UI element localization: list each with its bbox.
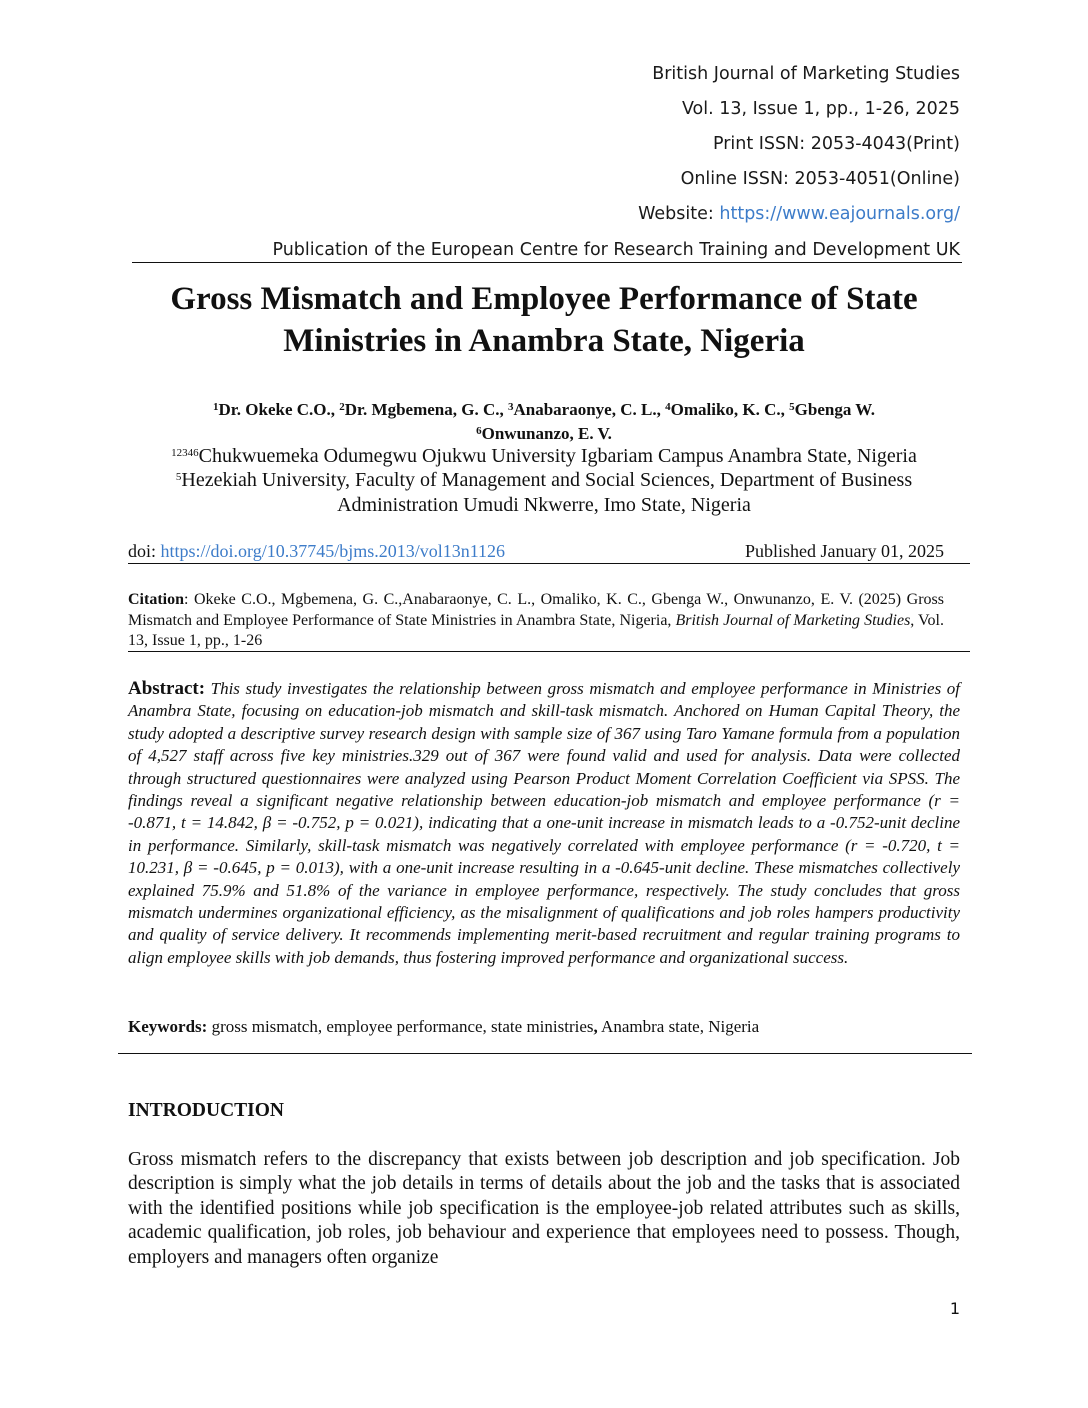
author-name: Gbenga W.	[794, 400, 875, 419]
author-line-2	[140, 422, 948, 446]
affiliation-2	[128, 468, 960, 518]
author-sup: 2	[339, 401, 345, 413]
author-sup: 4	[665, 401, 671, 413]
publication-line: Publication of the European Centre for Research Training and Development UK	[272, 240, 960, 260]
abstract-label: Abstract:	[128, 678, 206, 699]
doi-row	[128, 541, 944, 562]
author-list	[140, 398, 948, 446]
citation-tail: , Vol. 13, Issue 1, pp., 1-26	[128, 611, 944, 649]
author-name: Dr. Mgbemena, G. C.,	[344, 400, 508, 419]
abstract-divider	[118, 1053, 972, 1054]
volume-info: Vol. 13, Issue 1, pp., 1-26, 2025	[681, 99, 960, 119]
doi-divider	[128, 563, 970, 564]
citation-text: : Okeke C.O., Mgbemena, G. C.,Anabaraonye, C. L., Omaliko, K. C., Gbenga W., Onwunanzo, E. V. (2025) Gross Mismatch and Employee Performance of State Ministries in Anambra State, Nigeria,	[128, 591, 944, 629]
doi-link[interactable]: https://doi.org/10.37745/bjms.2013/vol13n1126	[160, 541, 506, 561]
author-sup: 5	[789, 401, 795, 413]
keywords-label: Keywords:	[128, 1017, 208, 1036]
author-name: Omaliko, K. C.,	[670, 400, 790, 419]
affiliation-text: Hezekiah University, Faculty of Management and Social Sciences, Department of Business	[181, 469, 913, 491]
website-line	[638, 204, 960, 224]
website-label: Website:	[638, 204, 720, 224]
citation-journal: British Journal of Marketing Studies	[675, 611, 911, 629]
paper-title	[100, 278, 988, 362]
affiliation-2-line-2: Administration Umudi Nkwerre, Imo State, Nigeria	[337, 494, 751, 516]
author-name: Dr. Okeke C.O.,	[218, 400, 340, 419]
website-link[interactable]: https://www.eajournals.org/	[719, 204, 960, 224]
keywords-tail: Anambra state, Nigeria	[597, 1017, 760, 1036]
author-line-1	[140, 398, 948, 422]
keywords-comma: ,	[593, 1017, 598, 1036]
title-line-2: Ministries in Anambra State, Nigeria	[283, 323, 805, 359]
author-sup: 3	[508, 401, 514, 413]
affiliation-sup: 5	[175, 471, 182, 483]
keywords-block	[128, 1016, 960, 1038]
introduction-heading: INTRODUCTION	[128, 1100, 285, 1121]
journal-name: British Journal of Marketing Studies	[652, 64, 960, 84]
published-date: Published January 01, 2025	[745, 541, 944, 561]
affiliation-1	[128, 444, 960, 469]
online-issn: Online ISSN: 2053-4051(Online)	[680, 169, 960, 189]
keywords-text: gross mismatch, employee performance, state ministries	[207, 1017, 594, 1036]
author-sup: 6	[476, 425, 482, 437]
doi-label: doi:	[128, 541, 161, 561]
citation-divider	[128, 651, 970, 652]
title-line-1: Gross Mismatch and Employee Performance of State	[170, 281, 918, 317]
author-name: Onwunanzo, E. V.	[481, 424, 612, 443]
affiliation-sup: 12346	[171, 447, 199, 459]
abstract-text: This study investigates the relationship between gross mismatch and employee performance in Ministries of Anambra State, focusing on education-job mismatch and skill-task mismatch. Anchored on Human Capital Theory, the study adopted a descriptive survey research design with sample size of 367 using Taro Yamane formula from a population of 4,527 staff across five key ministries.329 out of 367 were found valid and used for analysis. Data were collected through structured questionnaires were analyzed using Pearson Product Moment Correlation Coefficient via SPSS. The findings reveal a significant negative relationship between education-job mismatch and employee performance (r = -0.871, t = 14.842, β = -0.752, p = 0.021), indicating that a one-unit increase in mismatch leads to a -0.752-unit decline in performance. Similarly, skill-task mismatch was negatively correlated with employee performance (r = -0.720, t = 10.231, β = -0.645, p = 0.013), with a one-unit increase resulting in a -0.645-unit decline. These mismatches collectively explained 75.9% and 51.8% of the variance in employee performance, respectively. The study concludes that gross mismatch undermines organizational efficiency, as the misalignment of qualifications and job roles hampers productivity and quality of service delivery. It recommends implementing merit-based recruitment and regular training programs to align employee skills with job demands, thus fostering improved performance and organizational success.	[128, 679, 960, 967]
author-sup: 1	[213, 401, 219, 413]
abstract-block	[128, 678, 960, 969]
header-divider	[132, 262, 962, 263]
introduction-paragraph: Gross mismatch refers to the discrepancy that exists between job description and job specification. Job description is simply what the job details in terms of details about the job and the tasks that is associated with the identified positions while job specification is the employee-job related attributes such as skills, academic qualification, job roles, job behaviour and experience that employees need to possess. Though, employers and managers often organize	[128, 1149, 960, 1268]
author-name: Anabaraonye, C. L.,	[513, 400, 666, 419]
page-number: 1	[949, 1299, 960, 1318]
citation-block	[128, 590, 944, 652]
citation-label: Citation	[128, 591, 184, 608]
affiliation-text: Chukwuemeka Odumegwu Ojukwu University Igbariam Campus Anambra State, Nigeria	[198, 445, 917, 467]
print-issn: Print ISSN: 2053-4043(Print)	[712, 134, 960, 154]
affiliation-2-line-1	[128, 468, 960, 493]
